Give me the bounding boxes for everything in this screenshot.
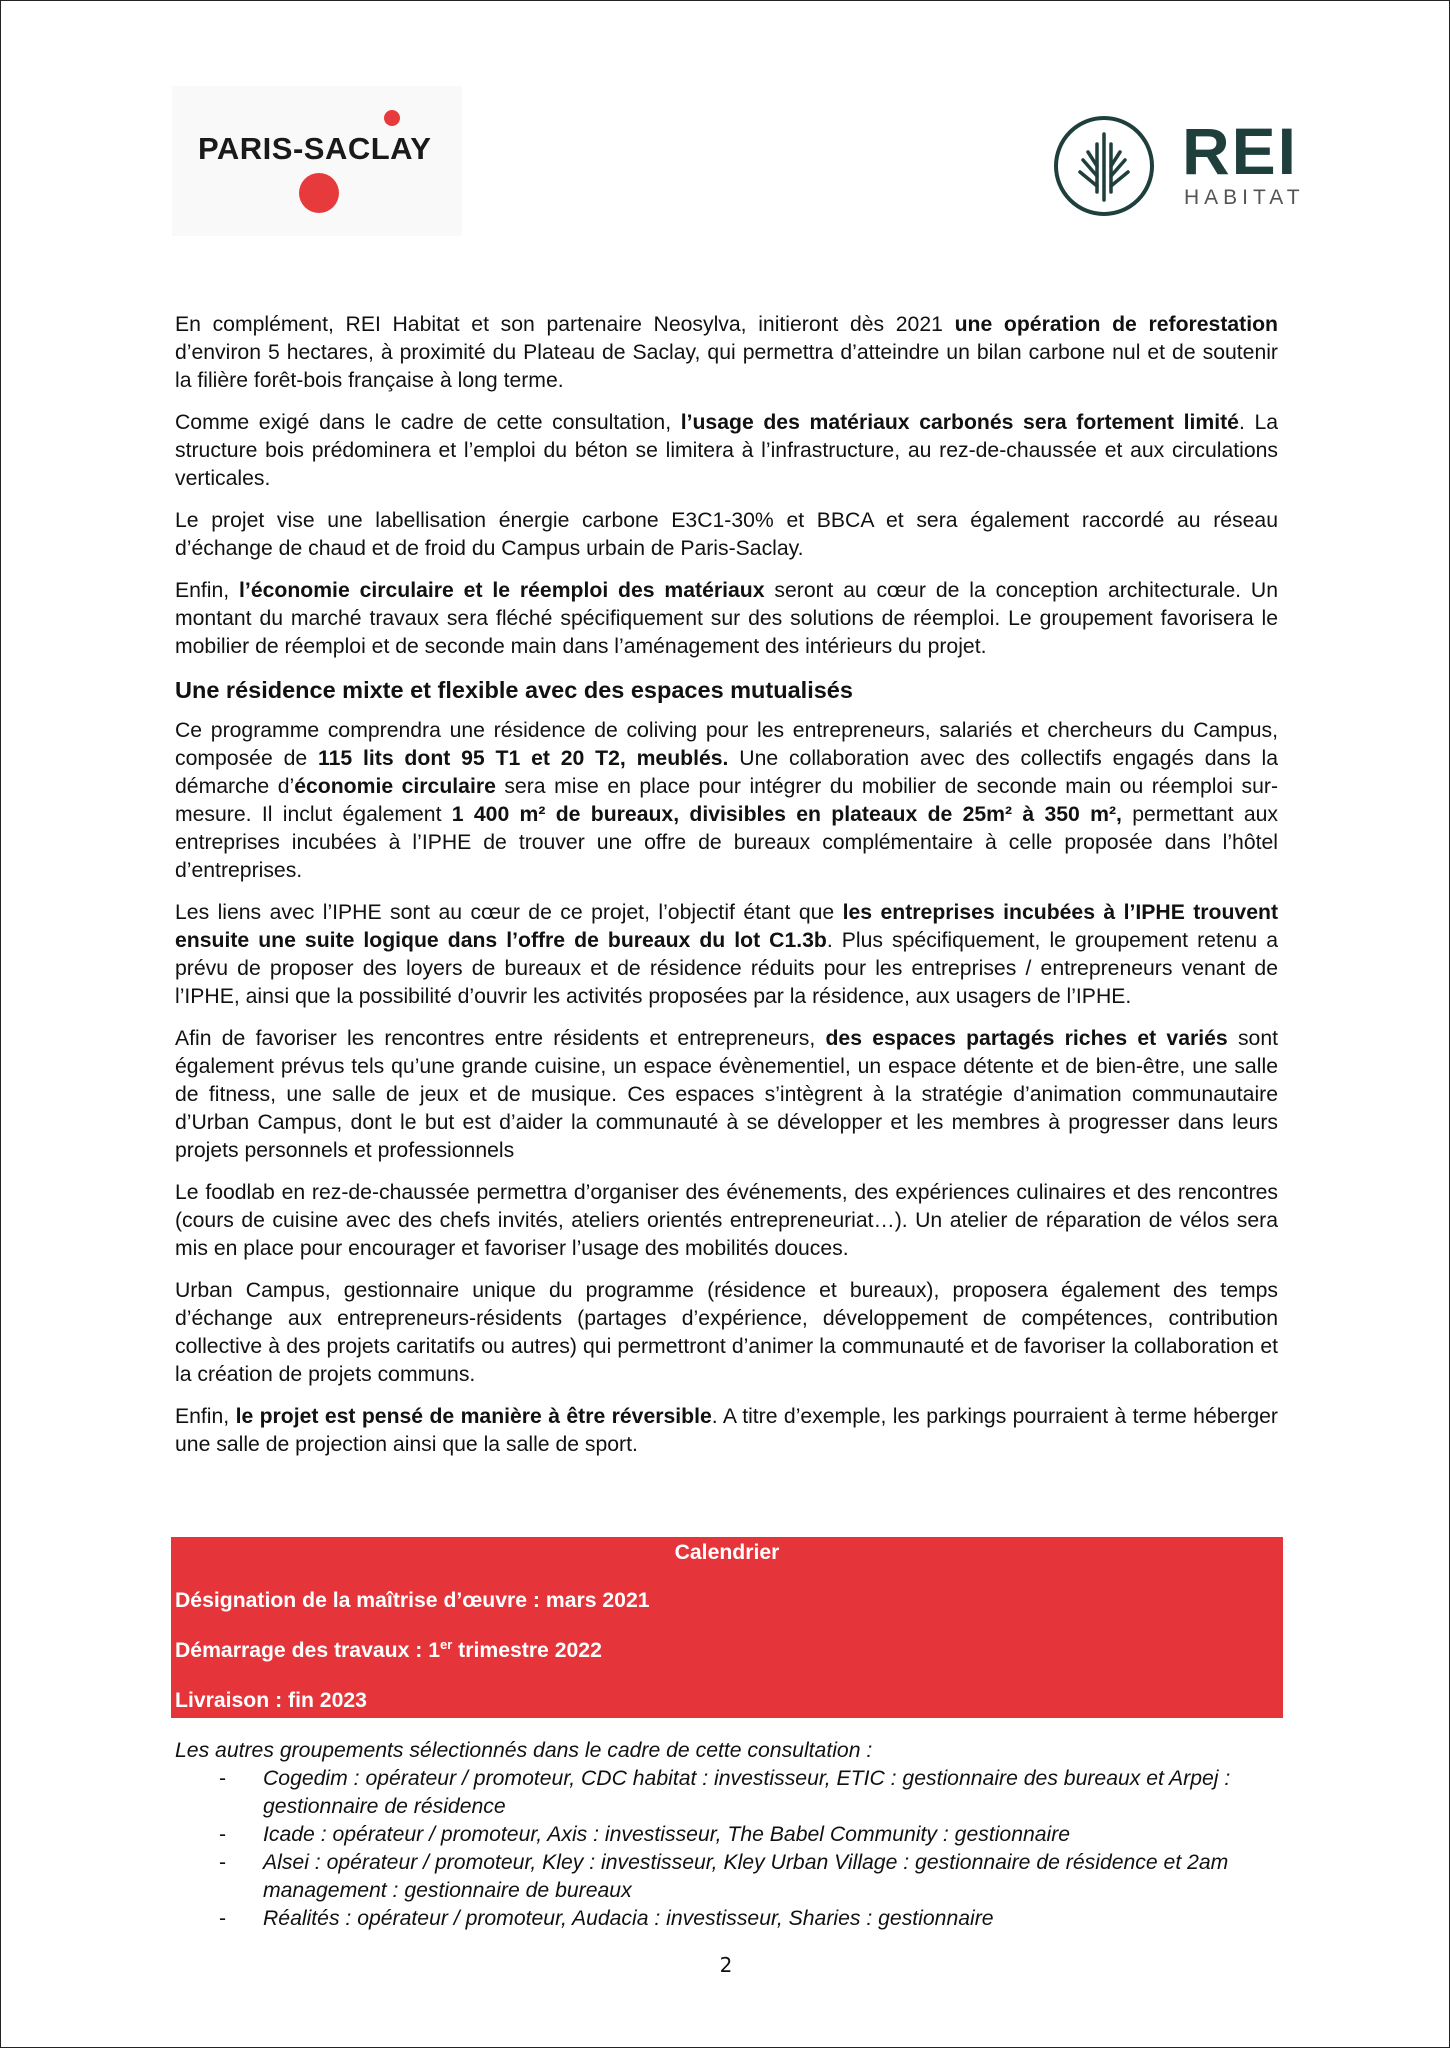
- body-text: . A titre d’exemple, les parkings pourraient à terme héberger une salle de projection ainsi que la salle de sport.: [175, 1405, 1278, 1456]
- rei-habitat-logo: [1054, 114, 1314, 224]
- list-item-text: Réalités : opérateur / promoteur, Audacia : investisseur, Sharies : gestionnaire: [263, 1907, 994, 1930]
- paragraph-urban-campus: [175, 1277, 1278, 1389]
- paragraph-materiaux: [175, 409, 1278, 493]
- bullet-dash: -: [219, 1851, 227, 1874]
- body-text: En complément, REI Habitat et son partenaire Neosylva, initieront dès 2021: [175, 313, 955, 336]
- list-item-text: Cogedim : opérateur / promoteur, CDC habitat : investisseur, ETIC : gestionnaire des bureaux et Arpej : gestionnaire de résidence: [263, 1767, 1231, 1818]
- paris-saclay-logo: [172, 86, 462, 236]
- list-item: [175, 1905, 1278, 1933]
- bullet-dash: -: [219, 1907, 227, 1930]
- body-text: sont également prévus tels qu’une grande cuisine, un espace évènementiel, un espace détente et de bien-être, une salle de fitness, une salle de jeux et de musique. Ces espaces s’intègrent à la stratégie d’animation communautaire d’Urban Campus, dont le but est d’aider la communauté à se développer et les membres à progresser dans leurs projets personnels et professionnels: [175, 1027, 1278, 1162]
- list-item: [175, 1849, 1278, 1905]
- section-heading: Une résidence mixte et flexible avec des espaces mutualisés: [175, 677, 853, 703]
- list-item-text: Icade : opérateur / promoteur, Axis : investisseur, The Babel Community : gestionnaire: [263, 1823, 1071, 1846]
- body-text: permettant aux entreprises incubées à l’IPHE de trouver une offre de bureaux complémentaire à celle proposée dans l’hôtel d’entreprises.: [175, 803, 1278, 882]
- logo-dot-small: [384, 110, 400, 126]
- bold-text: des espaces partagés riches et variés: [825, 1027, 1228, 1050]
- calendar-travaux-rest: trimestre 2022: [452, 1639, 602, 1662]
- body-text: . Plus spécifiquement, le groupement retenu a prévu de proposer des loyers de bureaux et de résidence réduits pour les entreprises / entrepreneurs venant de l’IPHE, ainsi que la possibilité d’ouvrir les activités proposées par la résidence, aux usagers de l’IPHE.: [175, 929, 1278, 1008]
- habitat-logo-text: HABITAT: [1184, 186, 1305, 209]
- body-text: Enfin,: [175, 1405, 236, 1428]
- body-text: Le foodlab en rez-de-chaussée permettra d’organiser des événements, des expériences culinaires et des rencontres (cours de cuisine avec des chefs invités, ateliers orientés entrepreneuriat…). Un atelier de réparation de vélos sera mis en place pour encourager et favoriser l’usage des mobilités douces.: [175, 1181, 1278, 1260]
- calendar-box: [171, 1537, 1283, 1718]
- rei-logo-text: REI: [1182, 114, 1299, 188]
- bold-text: l’usage des matériaux carbonés sera fortement limité: [680, 411, 1239, 434]
- list-item: [175, 1821, 1278, 1849]
- body-text: . La structure bois prédominera et l’emploi du béton se limitera à l’infrastructure, au rez-de-chaussée et aux circulations verticales.: [175, 411, 1279, 490]
- body-text: Urban Campus, gestionnaire unique du programme (résidence et bureaux), proposera également des temps d’échange aux entrepreneurs-résidents (partages d’expérience, développement de compétences, contribution collective à des projets caritatifs ou autres) qui permettront d’animer la communauté et de favoriser la collaboration et la création de projets communs.: [175, 1279, 1278, 1386]
- bold-text: l’économie circulaire et le réemploi des matériaux: [239, 579, 765, 602]
- list-item-text: Alsei : opérateur / promoteur, Kley : investisseur, Kley Urban Village : gestionnaire de résidence et 2am management : gestionnaire de bureaux: [263, 1851, 1229, 1902]
- calendar-travaux-text: Démarrage des travaux : 1: [175, 1639, 440, 1662]
- bold-text: les entreprises incubées à l’IPHE trouvent ensuite une suite logique dans l’offre de bureaux du lot C1.3b: [175, 901, 1279, 952]
- body-text: Le projet vise une labellisation énergie carbone E3C1-30% et BBCA et sera également raccordé au réseau d’échange de chaud et de froid du Campus urbain de Paris-Saclay.: [175, 509, 1278, 560]
- paragraph-foodlab: [175, 1179, 1278, 1263]
- body-text: Afin de favoriser les rencontres entre résidents et entrepreneurs,: [175, 1027, 826, 1050]
- body-text: seront au cœur de la conception architecturale. Un montant du marché travaux sera fléché spécifiquement sur des solutions de réemploi. Le groupement favorisera le mobilier de réemploi et de seconde main dans l’aménagement des intérieurs du projet.: [175, 579, 1278, 658]
- other-groups-intro: Les autres groupements sélectionnés dans le cadre de cette consultation :: [175, 1739, 873, 1762]
- paragraph-labellisation: [175, 507, 1278, 563]
- bullet-dash: -: [219, 1767, 227, 1790]
- body-text: Les liens avec l’IPHE sont au cœur de ce projet, l’objectif étant que: [175, 901, 843, 924]
- calendar-title: Calendrier: [674, 1541, 780, 1564]
- calendar-line-designation: Désignation de la maîtrise d’œuvre : mars 2021: [175, 1589, 650, 1612]
- calendar-travaux-sup: er: [439, 1636, 453, 1652]
- other-groups-list: [175, 1765, 1278, 1933]
- body-text: d’environ 5 hectares, à proximité du Plateau de Saclay, qui permettra d’atteindre un bilan carbone nul et de soutenir la filière forêt-bois française à long terme.: [175, 341, 1278, 392]
- other-groups-section: [175, 1737, 1278, 1933]
- paragraph-iphe: [175, 899, 1278, 1011]
- logo-dot-large: [299, 173, 339, 213]
- paragraph-economie-circulaire: [175, 577, 1278, 661]
- bold-text: 1 400 m² de bureaux, divisibles en plateaux de 25m² à 350 m²,: [451, 803, 1122, 826]
- page-number: 2: [719, 1953, 733, 1977]
- list-item: [175, 1765, 1278, 1821]
- paragraph-espaces-partages: [175, 1025, 1278, 1165]
- paris-saclay-logo-text: PARIS-SACLAY: [198, 131, 432, 166]
- body-text: Une collaboration avec des collectifs engagés dans la démarche d’: [175, 747, 1278, 798]
- body-text: Enfin,: [175, 579, 240, 602]
- calendar-line-travaux: [175, 1636, 602, 1663]
- paragraph-programme: [175, 717, 1278, 885]
- tree-emblem-icon: [1054, 116, 1154, 216]
- article-body: [175, 311, 1278, 1473]
- body-text: Ce programme comprendra une résidence de coliving pour les entrepreneurs, salariés et chercheurs du Campus, composée de: [175, 719, 1278, 770]
- body-text: sera mise en place pour intégrer du mobilier de seconde main ou réemploi sur-mesure. Il inclut également: [175, 775, 1279, 826]
- paragraph-reforestation: [175, 311, 1278, 395]
- bullet-dash: -: [219, 1823, 227, 1846]
- bold-text: économie circulaire: [294, 775, 496, 798]
- bold-text: 115 lits dont 95 T1 et 20 T2, meublés.: [317, 747, 729, 770]
- paragraph-reversible: [175, 1403, 1278, 1459]
- body-text: Comme exigé dans le cadre de cette consultation,: [175, 411, 681, 434]
- bold-text: une opération de reforestation: [954, 313, 1278, 336]
- calendar-line-livraison: Livraison : fin 2023: [175, 1689, 367, 1712]
- bold-text: le projet est pensé de manière à être réversible: [235, 1405, 712, 1428]
